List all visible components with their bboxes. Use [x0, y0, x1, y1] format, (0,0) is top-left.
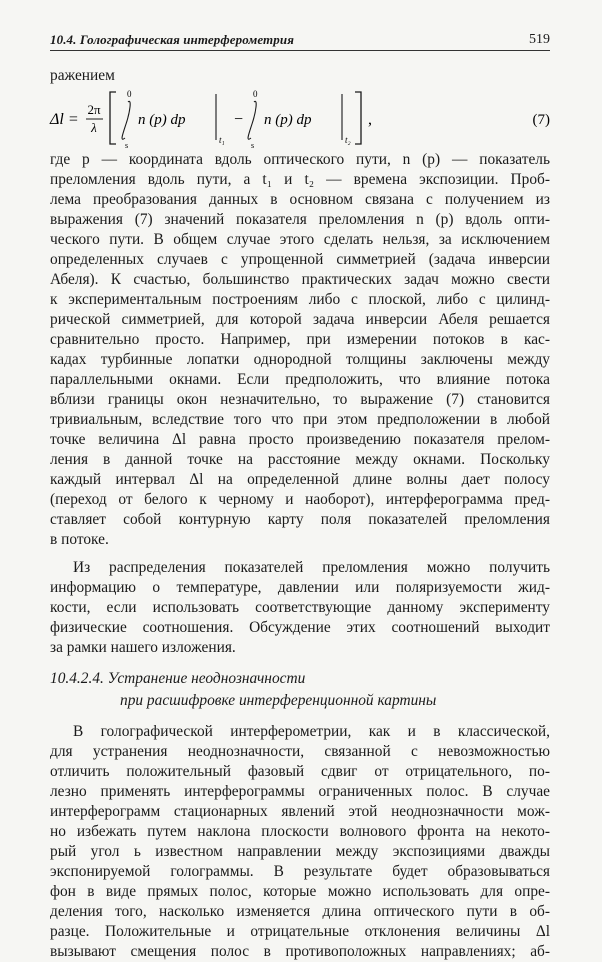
- equation-7: [50, 88, 560, 148]
- eval-subscript-1: t₁: [219, 135, 225, 145]
- integral-sign-2: [248, 101, 256, 139]
- integrand-1: n (p) dp: [138, 112, 186, 128]
- paragraph-3-line: интерферограмм стационарных явлений этой неоднозначности мож-: [50, 803, 550, 820]
- lead-fragment: ражением: [50, 67, 115, 84]
- integral-sign-1: [122, 101, 130, 139]
- paragraph-1-line: каждый интервал Δl на определенной длине волны дает полосу: [50, 471, 550, 488]
- paragraph-2-line: Из распределения показателей преломления можно получить: [73, 559, 550, 576]
- lower-limit-1: s: [125, 141, 129, 150]
- paragraph-3-line: экспонируемой голограммы. В результате будет образовываться: [50, 863, 550, 880]
- paragraph-1-line: кадах турбинные лопатки однородной толщины заключены между: [50, 351, 550, 368]
- left-bracket: [110, 92, 116, 144]
- paragraph-1-line: в потоке.: [50, 531, 109, 548]
- paragraph-1-line: (переход от белого к черному и наоборот), интерферограмма пред-: [50, 491, 550, 508]
- running-title: 10.4. Голографическая интерферометрия: [50, 32, 294, 47]
- paragraph-3-line: отличить положительный фазовый сдвиг от отрицательного, по-: [50, 763, 550, 780]
- paragraph-1-line: определенных случаев с упрощенной симметрией (задача инверсии: [50, 251, 550, 268]
- paragraph-1-line: где p — координата вдоль оптического пути, n (p) — показатель: [50, 151, 550, 168]
- paragraph-2-line: за рамки нашего изложения.: [50, 639, 236, 656]
- paragraph-1-line: лема преобразования данных в основном связана с получением из: [50, 191, 550, 208]
- paragraph-1-line: ставляет собой контурную карту поля показателей преломления: [50, 511, 550, 528]
- paragraph-1-line: выражения (7) значений показателя преломления n (p) вдоль опти-: [50, 211, 550, 228]
- integrand-2: n (p) dp: [264, 112, 312, 128]
- header-rule: [50, 50, 550, 51]
- paragraph-3-line: лезно применять интерферограммы ограниченных полос. В случае: [50, 783, 550, 800]
- formula-comma: ,: [368, 111, 372, 128]
- paragraph-1-line: рической симметрией, для которой задача инверсии Абеля решается: [50, 311, 550, 328]
- upper-limit-2: 0: [253, 89, 258, 99]
- paragraph-1-line: к экспериментальным построениям либо с плоской, либо с цилинд-: [50, 291, 550, 308]
- paragraph-1-line: ческого пути. В общем случае этого сделать нельзя, за исключением: [50, 231, 550, 248]
- section-heading-line-1: 10.4.2.4. Устранение неоднозначности: [50, 670, 306, 687]
- right-bracket: [355, 92, 361, 144]
- paragraph-2-line: физические соотношения. Обсуждение этих соотношений выходит: [50, 619, 550, 636]
- paragraph-3-line: для устранения неоднозначности, связанной с невозможностью: [50, 743, 550, 760]
- page-number: 519: [529, 32, 550, 47]
- eval-subscript-2: t₂: [345, 135, 351, 145]
- paragraph-1-line: точке величина Δl равна просто произведению показателя прелом-: [50, 431, 550, 448]
- paragraph-1-line: ления в данной точке на расстояние между окнами. Поскольку: [50, 451, 550, 468]
- running-header: [50, 28, 550, 52]
- paragraph-3-line: разце. Положительные и отрицательные отклонения величины Δl: [50, 923, 550, 940]
- paragraph-3-line: рый угол ь известном направлении между экспозициями дважды: [50, 843, 550, 860]
- paragraph-1-line: параллельными окнами. Если предположить, что влияние потока: [50, 371, 550, 388]
- formula-denominator: λ: [91, 120, 97, 135]
- formula-minus: −: [234, 111, 244, 128]
- paragraph-1-line: Абеля). К счастью, большинство практических задач можно свести: [50, 271, 550, 288]
- lower-limit-2: s: [251, 141, 255, 150]
- paragraph-1-line: преломления вдоль пути, а t₁ и t₂ — времена экспозиции. Проб-: [50, 171, 550, 188]
- formula-lhs: Δl =: [50, 111, 79, 128]
- paragraph-3-line: но избежать путем наклона плоскости волнового фронта на некото-: [50, 823, 550, 840]
- section-heading-line-2: при расшифровке интерференционной картины: [120, 692, 437, 709]
- paragraph-3-line: вызывают смещения полос в противоположных направлениях; аб-: [50, 943, 550, 960]
- paragraph-3-line: фон в виде прямых полос, которые можно использовать для опре-: [50, 883, 550, 900]
- paragraph-1-line: сравнительно просто. Например, при измерении потоков в кас-: [50, 331, 550, 348]
- upper-limit-1: 0: [127, 89, 132, 99]
- equation-number: (7): [532, 112, 550, 128]
- paragraph-1-line: тривиальным, вследствие того что при этом предположении в любой: [50, 411, 550, 428]
- paragraph-1-line: вблизи границы окон незначительно, то выражение (7) становится: [50, 391, 550, 408]
- paragraph-2-line: кости, если использовать соответствующие данному эксперименту: [50, 599, 550, 616]
- paragraph-3-line: В голографической интерферометрии, как и в классической,: [73, 723, 550, 740]
- paragraph-2-line: информацию о температуре, давлении или поляризуемости жид-: [50, 579, 550, 596]
- formula-numerator: 2π: [87, 102, 101, 117]
- paragraph-3-line: деления того, насколько изменяется длина оптического пути в об-: [50, 903, 550, 920]
